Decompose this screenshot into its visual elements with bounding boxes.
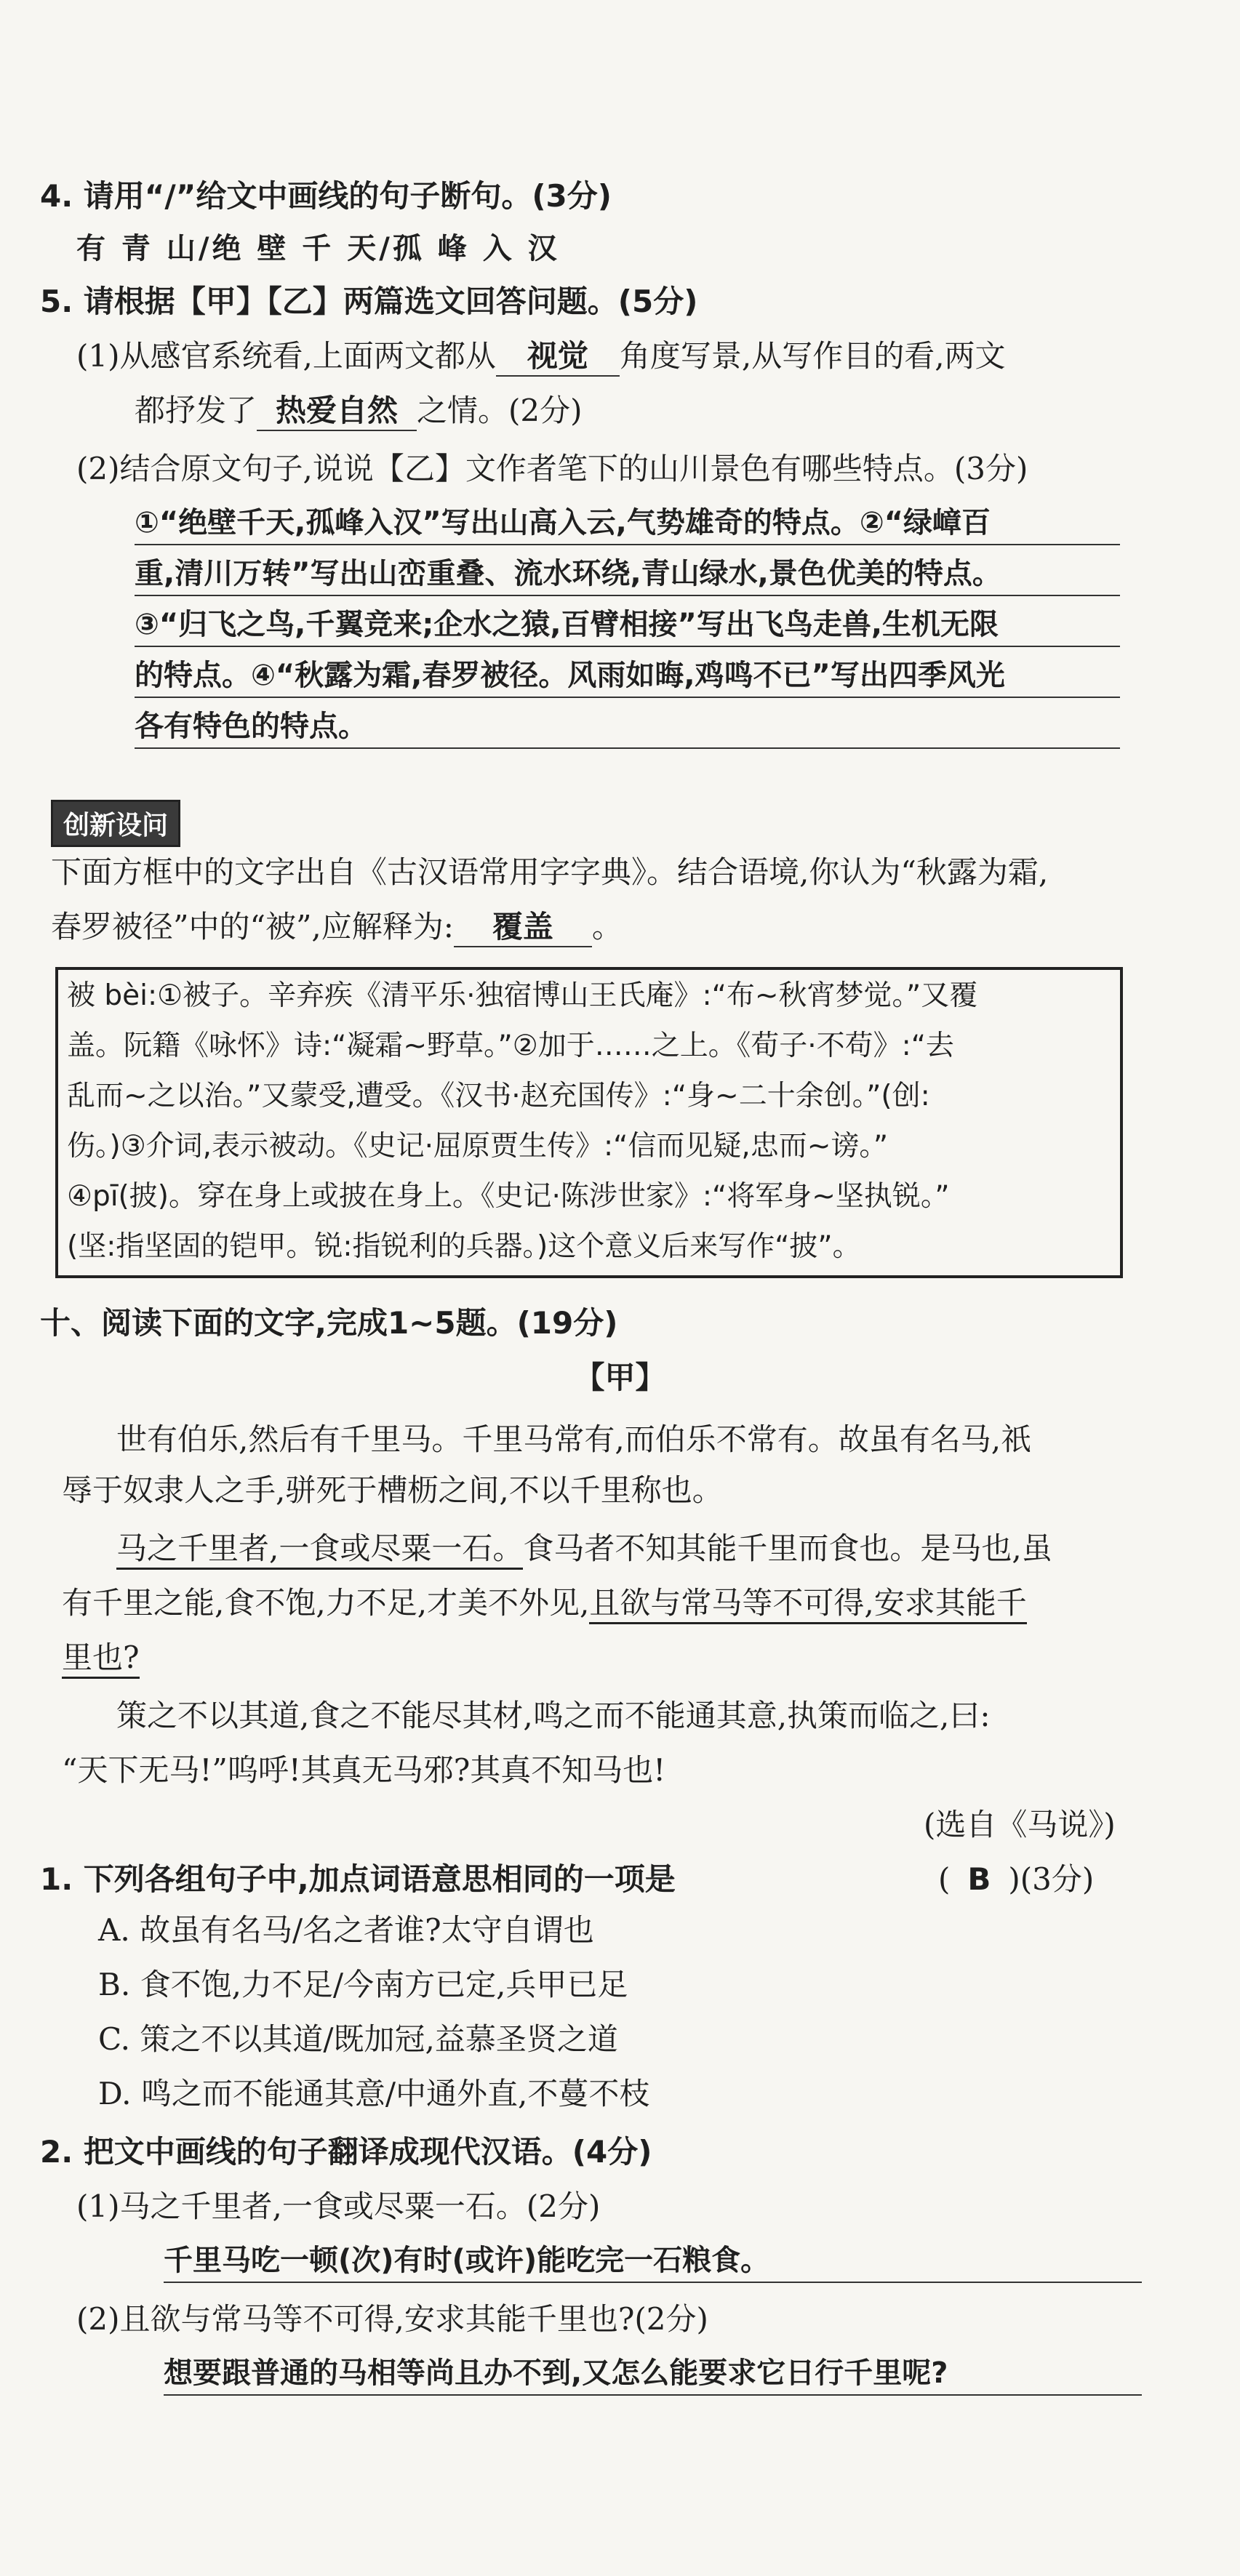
para2-text-b: 食马者不知其能千里而食也。是马也,虽 bbox=[523, 1530, 1052, 1566]
q5-answer-line-3: ③“归飞之鸟,千翼竞来;企水之猿,百臂相接”写出飞鸟走兽,生机无限 bbox=[135, 603, 1120, 647]
q5-part1-text-a: (1)从感官系统看,上面两文都从 bbox=[76, 338, 496, 374]
underlined-sentence-1: 马之千里者,一食或尽粟一石。 bbox=[116, 1530, 523, 1570]
q5-answer-line-2: 重,清川万转”写出山峦重叠、流水环绕,青山绿水,景色优美的特点。 bbox=[135, 553, 1120, 596]
underlined-sentence-2b: 里也? bbox=[62, 1640, 140, 1679]
para3-line1: 策之不以其道,食之不能尽其材,鸣之而不能通其意,执策而临之,曰: bbox=[116, 1698, 991, 1733]
q5-part1-text-d: 之情。(2分) bbox=[417, 393, 583, 428]
innovation-line2-text: 春罗被径”中的“被”,应解释为: bbox=[51, 909, 454, 944]
mc-answer bbox=[938, 1858, 1094, 1901]
mc-answer-choice: B bbox=[967, 1861, 991, 1897]
mc-option-a: A. 故虽有名马/名之者谁?太守自谓也 bbox=[98, 1912, 594, 1948]
q5-part2-prompt: (2)结合原文句子,说说【乙】文作者笔下的山川景色有哪些特点。(3分) bbox=[76, 451, 1028, 486]
para1-line2: 辱于奴隶人之手,骈死于槽枥之间,不以千里称也。 bbox=[62, 1472, 723, 1508]
innovation-tag: 创新设问 bbox=[51, 800, 180, 847]
mc-option-b: B. 食不饱,力不足/今南方已定,兵甲已足 bbox=[98, 1967, 628, 2002]
q5-prompt bbox=[40, 280, 697, 324]
q4-answer: 有 青 山/绝 壁 千 天/孤 峰 入 汉 bbox=[76, 232, 560, 265]
mc-answer-close: )(3分) bbox=[1008, 1861, 1095, 1897]
para2-line1 bbox=[116, 1527, 1052, 1570]
translate-s1: (1)马之千里者,一食或尽粟一石。(2分) bbox=[76, 2188, 601, 2224]
q5-part1-text-c: 都抒发了 bbox=[135, 393, 257, 428]
innovation-line2-end: 。 bbox=[591, 909, 623, 944]
translate-a2: 想要跟普通的马相等尚且办不到,又怎么能要求它日行千里呢? bbox=[164, 2352, 1142, 2396]
jia-label: 【甲】 bbox=[574, 1360, 666, 1395]
q5-blank-emotion: 热爱自然 bbox=[257, 392, 417, 431]
translate-s2: (2)且欲与常马等不可得,安求其能千里也?(2分) bbox=[76, 2301, 708, 2337]
para2-line2 bbox=[62, 1581, 1027, 1625]
mc-option-d: D. 鸣之而不能通其意/中通外直,不蔓不枝 bbox=[98, 2076, 650, 2111]
q5-part1-line1 bbox=[76, 334, 1006, 378]
dict-line-3: 乱而~之以治。”又蒙受,遭受。《汉书·赵充国传》:“身~二十余创。”(创: bbox=[67, 1080, 930, 1112]
q5-answer-line-5: 各有特色的特点。 bbox=[135, 705, 1120, 749]
q5-part1-text-b: 角度写景,从写作目的看,两文 bbox=[619, 338, 1006, 374]
underlined-sentence-2a: 且欲与常马等不可得,安求其能千 bbox=[589, 1585, 1026, 1624]
dict-line-5: ④pī(披)。穿在身上或披在身上。《史记·陈涉世家》:“将军身~坚执锐。” bbox=[67, 1180, 950, 1213]
dict-line-6: (坚:指坚固的铠甲。锐:指锐利的兵器。)这个意义后来写作“披”。 bbox=[67, 1230, 861, 1263]
translate-a1: 千里马吃一顿(次)有时(或许)能吃完一石粮食。 bbox=[164, 2239, 1142, 2283]
translate-prompt-text: 2. 把文中画线的句子翻译成现代汉语。(4分) bbox=[40, 2134, 652, 2170]
q5-part1-line2 bbox=[135, 389, 583, 433]
para2-line3 bbox=[62, 1636, 140, 1680]
innovation-blank: 覆盖 bbox=[454, 908, 592, 947]
translate-prompt bbox=[40, 2130, 652, 2174]
q5-answer-line-1: ①“绝壁千天,孤峰入汉”写出山高入云,气势雄奇的特点。②“绿嶂百 bbox=[135, 502, 1120, 545]
innovation-line1: 下面方框中的文字出自《古汉语常用字字典》。结合语境,你认为“秋露为霜, bbox=[51, 854, 1049, 890]
source-note: (选自《马说》) bbox=[924, 1807, 1116, 1842]
para2-text-c: 有千里之能,食不饱,力不足,才美不外见, bbox=[62, 1585, 590, 1621]
innovation-line2 bbox=[51, 905, 623, 949]
q4-prompt bbox=[40, 174, 612, 218]
mc-option-c: C. 策之不以其道/既加冠,益慕圣贤之道 bbox=[98, 2021, 618, 2057]
para3-line2: “天下无马!”呜呼!其真无马邪?其真不知马也! bbox=[62, 1752, 666, 1788]
q5-blank-sense: 视觉 bbox=[496, 337, 620, 377]
mc-prompt-text: 1. 下列各组句子中,加点词语意思相同的一项是 bbox=[40, 1861, 676, 1897]
q5-answer-line-4: 的特点。④“秋露为霜,春罗被径。风雨如晦,鸡鸣不已”写出四季风光 bbox=[135, 654, 1120, 698]
mc-prompt bbox=[40, 1858, 676, 1901]
q5-prompt-text: 5. 请根据【甲】【乙】两篇选文回答问题。(5分) bbox=[40, 284, 698, 319]
mc-answer-open: ( bbox=[938, 1861, 951, 1897]
para1-line1: 世有伯乐,然后有千里马。千里马常有,而伯乐不常有。故虽有名马,祇 bbox=[116, 1421, 1032, 1457]
q4-prompt-text: 4. 请用“/”给文中画线的句子断句。(3分) bbox=[40, 178, 612, 214]
dict-line-1: 被 bèi:①被子。辛弃疾《清平乐·独宿博山王氏庵》:“布~秋宵梦觉。”又覆 bbox=[67, 979, 978, 1012]
dict-line-4: 伤。)③介词,表示被动。《史记·屈原贾生传》:“信而见疑,忠而~谤。” bbox=[67, 1130, 889, 1163]
dict-line-2: 盖。阮籍《咏怀》诗:“凝霜~野草。”②加于……之上。《荀子·不苟》:“去 bbox=[67, 1030, 954, 1062]
section10-heading: 十、阅读下面的文字,完成1~5题。(19分) bbox=[40, 1305, 618, 1341]
